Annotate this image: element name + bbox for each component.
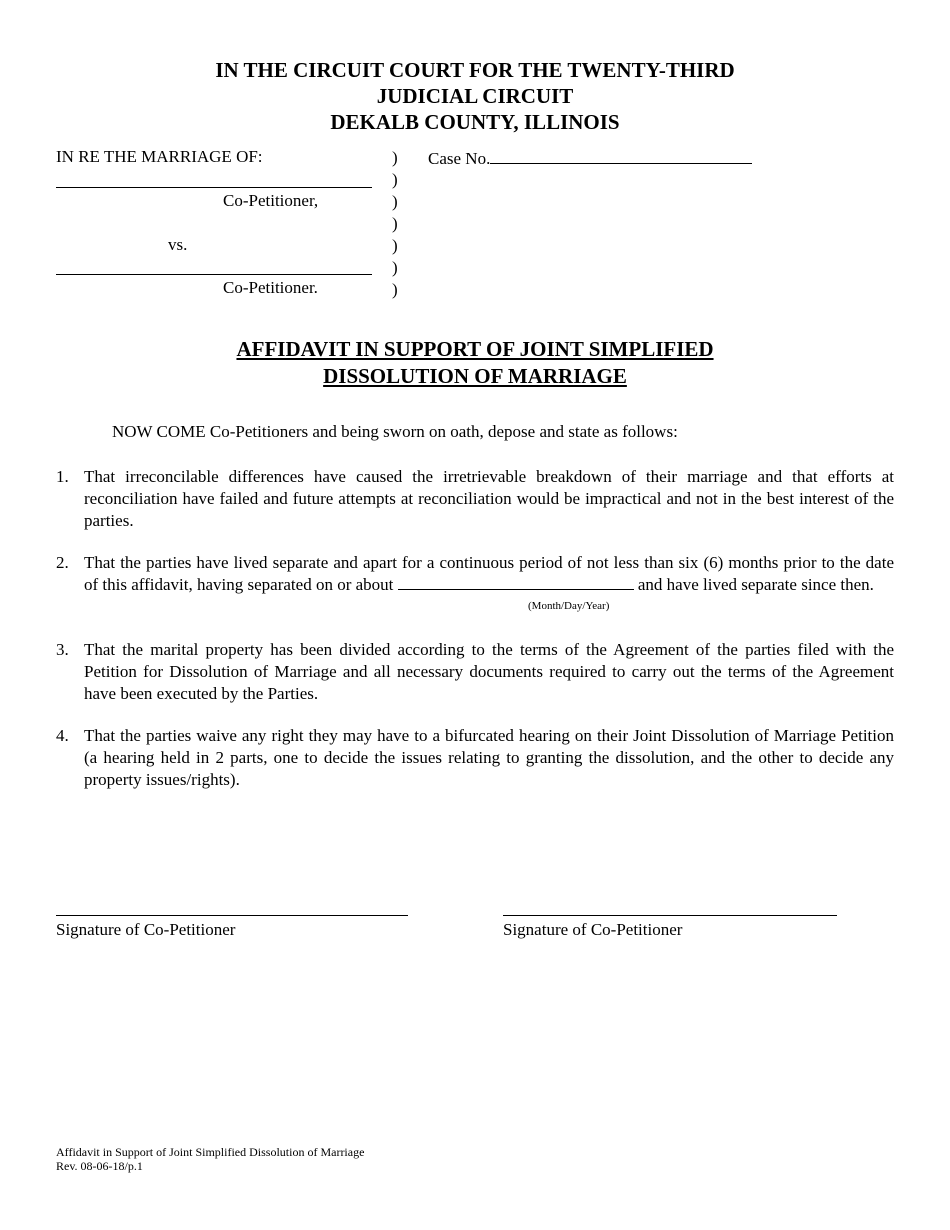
signature-line-left[interactable] <box>56 915 408 916</box>
co-petitioner-1-name-line[interactable] <box>56 187 372 188</box>
caption-paren: ) <box>392 258 398 277</box>
separation-date-field[interactable] <box>398 575 634 590</box>
item-number: 2. <box>56 553 69 572</box>
date-format-hint: (Month/Day/Year) <box>528 600 610 612</box>
court-header <box>0 57 950 135</box>
caption-paren: ) <box>392 236 398 255</box>
caption-parentheses <box>392 147 398 301</box>
co-petitioner-2-name-line[interactable] <box>56 274 372 275</box>
caption-paren: ) <box>392 192 398 211</box>
signature-label-left: Signature of Co-Petitioner <box>56 920 236 939</box>
item-number: 4. <box>56 726 69 745</box>
item-text <box>84 552 894 596</box>
caption-paren: ) <box>392 280 398 299</box>
court-header-line2: JUDICIAL CIRCUIT <box>376 84 574 108</box>
court-header-line3: DEKALB COUNTY, ILLINOIS <box>330 110 620 134</box>
document-title-line1: AFFIDAVIT IN SUPPORT OF JOINT SIMPLIFIED <box>236 337 714 361</box>
case-number-label: Case No. <box>428 149 491 168</box>
intro-statement: NOW COME Co-Petitioners and being sworn on oath, depose and state as follows: <box>112 422 678 441</box>
co-petitioner-1-role: Co-Petitioner, <box>223 191 319 210</box>
item-number: 1. <box>56 467 69 486</box>
signature-line-right[interactable] <box>503 915 837 916</box>
item-number: 3. <box>56 640 69 659</box>
case-number <box>428 147 752 169</box>
in-re-label: IN RE THE MARRIAGE OF: <box>56 147 263 166</box>
caption-paren: ) <box>392 148 398 167</box>
signature-label-right: Signature of Co-Petitioner <box>503 920 683 939</box>
document-title <box>0 336 950 390</box>
item-text: That the parties waive any right they may have to a bifurcated hearing on their Joint Dissolution of Marriage Petition (a hearing held in 2 parts, one to decide the issues relating to granting the dissolution, and the other to decide any property issues/rights). <box>84 726 894 789</box>
co-petitioner-2-role: Co-Petitioner. <box>223 278 318 297</box>
item-text-after: and have lived separate since then. <box>637 575 874 594</box>
versus-label: vs. <box>168 235 188 254</box>
caption-paren: ) <box>392 214 398 233</box>
item-text: That irreconcilable differences have caused the irretrievable breakdown of their marriage and that efforts at reconciliation have failed and future attempts at reconciliation would be impractical and not in the best interest of the parties. <box>84 467 894 530</box>
page-footer <box>56 1145 364 1173</box>
court-header-line1: IN THE CIRCUIT COURT FOR THE TWENTY-THIRD <box>215 58 735 82</box>
footer-form-title: Affidavit in Support of Joint Simplified Dissolution of Marriage <box>56 1145 365 1159</box>
item-text-before: That the parties have lived separate and apart for a continuous period of not less than six (6) months prior to the date of this affidavit, having separated on or about <box>84 553 894 594</box>
item-text: That the marital property has been divided according to the terms of the Agreement of the parties filed with the Petition for Dissolution of Marriage and all necessary documents required to carry out the terms of the Agreement have been executed by the Parties. <box>84 640 894 703</box>
document-title-line2: DISSOLUTION OF MARRIAGE <box>323 364 627 388</box>
caption-paren: ) <box>392 170 398 189</box>
case-number-field[interactable] <box>490 147 752 164</box>
footer-revision: Rev. 08-06-18/p.1 <box>56 1159 143 1173</box>
